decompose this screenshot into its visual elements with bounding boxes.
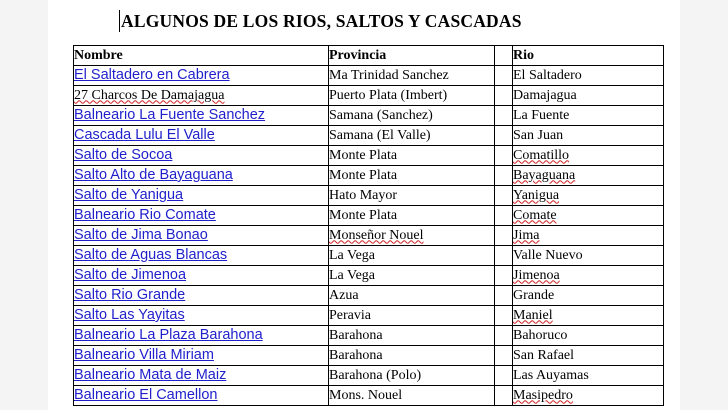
river-text: La Fuente bbox=[513, 107, 570, 123]
place-name-link[interactable]: Balneario La Plaza Barahona bbox=[74, 327, 263, 343]
table-row bbox=[74, 386, 664, 406]
empty-cell bbox=[495, 366, 513, 386]
empty-cell bbox=[495, 286, 513, 306]
empty-cell bbox=[495, 206, 513, 226]
place-name-link[interactable]: Balneario Rio Comate bbox=[74, 207, 216, 223]
river-text: Bayaguana bbox=[513, 167, 576, 183]
province-cell bbox=[329, 66, 495, 86]
province-cell bbox=[329, 186, 495, 206]
table-header-row bbox=[74, 46, 664, 66]
river-text: Maniel bbox=[513, 307, 553, 323]
place-name-link[interactable]: Balneario El Camellon bbox=[74, 387, 218, 403]
province-text: Azua bbox=[329, 287, 359, 303]
province-text: Ma Trinidad Sanchez bbox=[329, 67, 449, 83]
table-row bbox=[74, 66, 664, 86]
table-row bbox=[74, 186, 664, 206]
empty-cell bbox=[495, 126, 513, 146]
river-cell bbox=[513, 306, 664, 326]
place-name-link[interactable]: Salto Las Yayitas bbox=[74, 307, 185, 323]
river-text: Damajagua bbox=[513, 87, 577, 103]
name-cell bbox=[74, 306, 329, 326]
river-text: Jima bbox=[513, 227, 540, 243]
river-cell bbox=[513, 326, 664, 346]
place-name-link[interactable]: Salto de Aguas Blancas bbox=[74, 247, 228, 263]
table-row bbox=[74, 346, 664, 366]
table-row bbox=[74, 326, 664, 346]
empty-cell bbox=[495, 186, 513, 206]
river-cell bbox=[513, 126, 664, 146]
place-name-link[interactable]: Balneario La Fuente Sanchez bbox=[74, 107, 266, 123]
province-text: Monte Plata bbox=[329, 147, 398, 163]
province-cell bbox=[329, 346, 495, 366]
river-text: San Juan bbox=[513, 127, 564, 143]
river-text: Yanigua bbox=[513, 187, 560, 203]
province-cell bbox=[329, 266, 495, 286]
province-cell bbox=[329, 166, 495, 186]
name-cell bbox=[74, 186, 329, 206]
province-text: Peravia bbox=[329, 307, 371, 323]
place-name-link[interactable]: Cascada Lulu El Valle bbox=[74, 127, 215, 143]
province-text: Barahona bbox=[329, 327, 383, 343]
place-name-link[interactable]: El Saltadero en Cabrera bbox=[74, 67, 230, 83]
river-cell bbox=[513, 286, 664, 306]
table-row bbox=[74, 246, 664, 266]
province-text: La Vega bbox=[329, 247, 375, 263]
river-cell bbox=[513, 226, 664, 246]
document-title: ALGUNOS DE LOS RIOS, SALTOS Y CASCADAS bbox=[121, 11, 522, 31]
table-row bbox=[74, 86, 664, 106]
river-cell bbox=[513, 366, 664, 386]
province-text: Monte Plata bbox=[329, 167, 398, 183]
place-name-text: 27 Charcos De Damajagua bbox=[74, 87, 225, 103]
river-cell bbox=[513, 206, 664, 226]
river-cell bbox=[513, 146, 664, 166]
river-cell bbox=[513, 86, 664, 106]
empty-cell bbox=[495, 306, 513, 326]
province-cell bbox=[329, 146, 495, 166]
river-text: Valle Nuevo bbox=[513, 247, 583, 263]
name-cell bbox=[74, 86, 329, 106]
province-cell bbox=[329, 386, 495, 406]
table-row bbox=[74, 366, 664, 386]
province-cell bbox=[329, 326, 495, 346]
empty-cell bbox=[495, 66, 513, 86]
province-text: Barahona (Polo) bbox=[329, 367, 422, 383]
text-cursor bbox=[119, 10, 120, 32]
place-name-link[interactable]: Salto de Jima Bonao bbox=[74, 227, 208, 243]
river-cell bbox=[513, 246, 664, 266]
empty-cell bbox=[495, 166, 513, 186]
river-cell bbox=[513, 346, 664, 366]
place-name-link[interactable]: Salto de Socoa bbox=[74, 147, 173, 163]
name-cell bbox=[74, 266, 329, 286]
province-cell bbox=[329, 246, 495, 266]
river-text: El Saltadero bbox=[513, 67, 582, 83]
name-cell bbox=[74, 286, 329, 306]
empty-cell bbox=[495, 226, 513, 246]
river-cell bbox=[513, 166, 664, 186]
empty-cell bbox=[495, 246, 513, 266]
rivers-table bbox=[73, 45, 664, 406]
river-cell bbox=[513, 186, 664, 206]
name-cell bbox=[74, 206, 329, 226]
province-text: Monte Plata bbox=[329, 207, 398, 223]
province-cell bbox=[329, 306, 495, 326]
province-text: Barahona bbox=[329, 347, 383, 363]
empty-cell bbox=[495, 326, 513, 346]
province-cell bbox=[329, 126, 495, 146]
name-cell bbox=[74, 166, 329, 186]
header-river: Rio bbox=[513, 46, 664, 66]
province-text: Samana (El Valle) bbox=[329, 127, 431, 143]
empty-cell bbox=[495, 86, 513, 106]
place-name-link[interactable]: Salto Rio Grande bbox=[74, 287, 186, 303]
table-row bbox=[74, 286, 664, 306]
header-empty-cell bbox=[495, 46, 513, 66]
table-row bbox=[74, 206, 664, 226]
province-cell bbox=[329, 86, 495, 106]
name-cell bbox=[74, 106, 329, 126]
name-cell bbox=[74, 326, 329, 346]
province-text: Puerto Plata (Imbert) bbox=[329, 87, 448, 103]
table-row bbox=[74, 146, 664, 166]
river-text: Comate bbox=[513, 207, 557, 223]
river-text: Bahoruco bbox=[513, 327, 568, 343]
province-cell bbox=[329, 366, 495, 386]
empty-cell bbox=[495, 386, 513, 406]
header-name: Nombre bbox=[74, 46, 329, 66]
empty-cell bbox=[495, 106, 513, 126]
table-row bbox=[74, 306, 664, 326]
table-row bbox=[74, 266, 664, 286]
name-cell bbox=[74, 346, 329, 366]
table-row bbox=[74, 126, 664, 146]
river-text: Las Auyamas bbox=[513, 367, 589, 383]
empty-cell bbox=[495, 266, 513, 286]
table-row bbox=[74, 226, 664, 246]
place-name-link[interactable]: Balneario Villa Miriam bbox=[74, 347, 214, 363]
river-text: Comatillo bbox=[513, 147, 569, 163]
name-cell bbox=[74, 146, 329, 166]
empty-cell bbox=[495, 346, 513, 366]
place-name-link[interactable]: Balneario Mata de Maiz bbox=[74, 367, 227, 383]
river-text: Jimenoa bbox=[513, 267, 560, 283]
river-cell bbox=[513, 106, 664, 126]
name-cell bbox=[74, 386, 329, 406]
river-text: Masipedro bbox=[513, 387, 573, 403]
province-text: La Vega bbox=[329, 267, 375, 283]
name-cell bbox=[74, 366, 329, 386]
province-text: Mons. Nouel bbox=[329, 387, 403, 403]
name-cell bbox=[74, 66, 329, 86]
province-cell bbox=[329, 286, 495, 306]
river-text: San Rafael bbox=[513, 347, 575, 363]
river-cell bbox=[513, 386, 664, 406]
place-name-link[interactable]: Salto de Yanigua bbox=[74, 187, 184, 203]
table-row bbox=[74, 166, 664, 186]
province-cell bbox=[329, 106, 495, 126]
province-text: Hato Mayor bbox=[329, 187, 398, 203]
table-row bbox=[74, 106, 664, 126]
empty-cell bbox=[495, 146, 513, 166]
province-cell bbox=[329, 206, 495, 226]
river-cell bbox=[513, 66, 664, 86]
province-text: Samana (Sanchez) bbox=[329, 107, 433, 123]
name-cell bbox=[74, 246, 329, 266]
province-text: Monseñor Nouel bbox=[329, 227, 424, 243]
name-cell bbox=[74, 126, 329, 146]
province-cell bbox=[329, 226, 495, 246]
river-cell bbox=[513, 266, 664, 286]
place-name-link[interactable]: Salto Alto de Bayaguana bbox=[74, 167, 233, 183]
place-name-link[interactable]: Salto de Jimenoa bbox=[74, 267, 187, 283]
name-cell bbox=[74, 226, 329, 246]
header-province: Provincia bbox=[329, 46, 495, 66]
river-text: Grande bbox=[513, 287, 555, 303]
